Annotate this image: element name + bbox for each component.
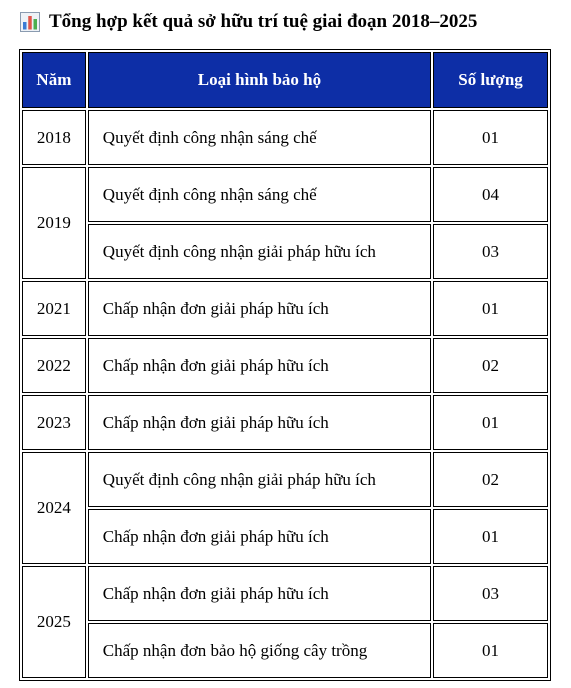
table-row	[22, 224, 548, 279]
header-year: Năm	[22, 52, 86, 108]
quantity-cell: 01	[433, 281, 548, 336]
quantity-cell: 01	[433, 395, 548, 450]
quantity-cell: 01	[433, 623, 548, 678]
ip-results-table	[19, 49, 551, 681]
table-row	[22, 338, 548, 393]
year-cell: 2024	[22, 452, 86, 564]
protection-type-cell: Quyết định công nhận sáng chế	[88, 110, 431, 165]
table-row	[22, 395, 548, 450]
page-title-row	[20, 8, 477, 36]
table-header-row	[22, 52, 548, 108]
protection-type-cell: Quyết định công nhận giải pháp hữu ích	[88, 452, 431, 507]
year-cell: 2022	[22, 338, 86, 393]
year-cell: 2025	[22, 566, 86, 678]
table-row	[22, 566, 548, 621]
protection-type-cell: Chấp nhận đơn giải pháp hữu ích	[88, 281, 431, 336]
header-quantity: Số lượng	[433, 52, 548, 108]
year-cell: 2018	[22, 110, 86, 165]
protection-type-cell: Chấp nhận đơn giải pháp hữu ích	[88, 338, 431, 393]
quantity-cell: 04	[433, 167, 548, 222]
protection-type-cell: Chấp nhận đơn giải pháp hữu ích	[88, 509, 431, 564]
table-row	[22, 167, 548, 222]
page-title: Tổng hợp kết quả sở hữu trí tuệ giai đoạn 2018–2025	[49, 11, 478, 32]
bar-chart-icon	[20, 12, 40, 32]
quantity-cell: 02	[433, 452, 548, 507]
year-cell: 2021	[22, 281, 86, 336]
protection-type-cell: Chấp nhận đơn giải pháp hữu ích	[88, 566, 431, 621]
table-row	[22, 509, 548, 564]
table-row	[22, 110, 548, 165]
header-protection-type: Loại hình bảo hộ	[88, 52, 431, 108]
quantity-cell: 01	[433, 509, 548, 564]
protection-type-cell: Quyết định công nhận giải pháp hữu ích	[88, 224, 431, 279]
table-row	[22, 452, 548, 507]
quantity-cell: 01	[433, 110, 548, 165]
protection-type-cell: Chấp nhận đơn giải pháp hữu ích	[88, 395, 431, 450]
protection-type-cell: Chấp nhận đơn bảo hộ giống cây trồng	[88, 623, 431, 678]
table-row	[22, 623, 548, 678]
protection-type-cell: Quyết định công nhận sáng chế	[88, 167, 431, 222]
table-row	[22, 281, 548, 336]
quantity-cell: 02	[433, 338, 548, 393]
table-body	[22, 110, 548, 678]
year-cell: 2019	[22, 167, 86, 279]
quantity-cell: 03	[433, 224, 548, 279]
year-cell: 2023	[22, 395, 86, 450]
quantity-cell: 03	[433, 566, 548, 621]
